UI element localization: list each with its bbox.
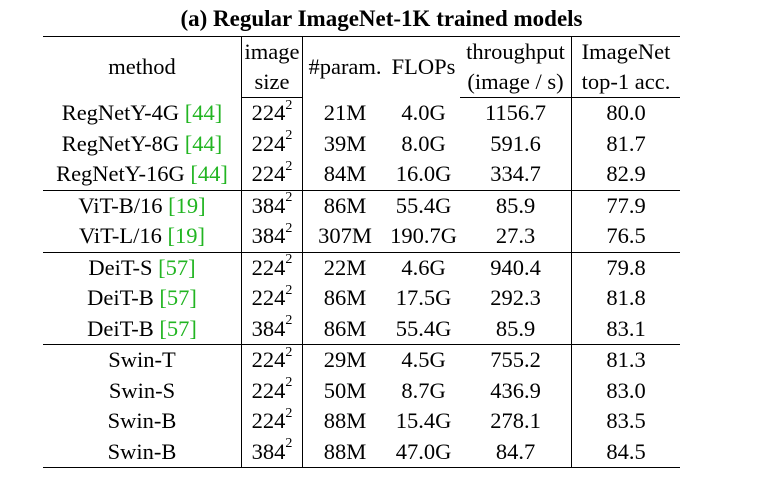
image-size-exponent: 2 <box>285 344 293 360</box>
cell-params: 21M <box>323 99 367 125</box>
image-size-exponent: 2 <box>285 405 293 421</box>
method-name: Swin-B <box>107 408 177 433</box>
method-name: DeiT-S <box>88 254 159 280</box>
method-name: RegNetY-8G <box>61 130 185 156</box>
cell-flops: 190.7G <box>387 221 460 252</box>
table-row <box>43 437 680 468</box>
table-row <box>43 314 680 345</box>
method-name: DeiT-B <box>87 285 160 310</box>
cell-accuracy: 79.8 <box>606 254 646 280</box>
image-size-value: 224 <box>251 254 286 280</box>
cell-flops: 16.0G <box>387 159 460 190</box>
cell-params: 84M <box>303 159 388 190</box>
cell-accuracy: 81.3 <box>606 347 646 372</box>
cell-accuracy: 81.8 <box>606 285 646 310</box>
cell-throughput: 85.9 <box>460 314 572 345</box>
cell-image-size <box>242 437 303 468</box>
table-row <box>43 345 680 376</box>
citation-link[interactable]: [57] <box>159 315 197 341</box>
cell-accuracy: 80.0 <box>606 100 646 125</box>
cell-method <box>43 376 242 407</box>
cell-throughput: 27.3 <box>460 221 572 252</box>
image-size-value: 224 <box>251 100 286 125</box>
cell-flops: 4.0G <box>401 99 446 125</box>
cell-method <box>43 159 242 190</box>
cell-method <box>43 129 242 160</box>
image-size-exponent: 2 <box>285 252 293 267</box>
cell-method <box>43 98 242 129</box>
table-row <box>43 252 680 283</box>
results-table <box>43 36 680 468</box>
cell-params: 307M <box>303 221 388 252</box>
header-image-size-line2: size <box>242 67 303 98</box>
table-row <box>43 98 680 129</box>
citation-link[interactable]: [19] <box>168 192 206 218</box>
cell-accuracy: 84.5 <box>572 437 681 468</box>
header-accuracy-line2: top-1 acc. <box>572 67 681 98</box>
image-size-exponent: 2 <box>285 436 293 451</box>
table-row <box>43 221 680 252</box>
cell-params: 88M <box>323 408 367 433</box>
cell-accuracy: 83.5 <box>606 408 646 433</box>
cell-image-size <box>242 252 303 283</box>
image-size-value: 384 <box>251 192 286 218</box>
cell-params: 86M <box>303 314 388 345</box>
cell-method <box>43 406 242 437</box>
header-flops: FLOPs <box>387 37 460 98</box>
table-row <box>43 190 680 221</box>
citation-link[interactable]: [44] <box>184 99 223 125</box>
cell-flops: 55.4G <box>395 192 452 218</box>
cell-flops: 4.5G <box>401 347 446 372</box>
cell-flops: 15.4G <box>395 408 452 433</box>
image-size-exponent: 2 <box>285 220 293 236</box>
citation-link[interactable]: [57] <box>159 285 197 310</box>
cell-throughput: 436.9 <box>460 376 572 407</box>
image-size-exponent: 2 <box>285 375 293 390</box>
image-size-value: 224 <box>251 347 286 372</box>
image-size-exponent: 2 <box>285 97 293 113</box>
table-row <box>43 283 680 314</box>
cell-params: 86M <box>323 192 367 218</box>
image-size-exponent: 2 <box>285 282 293 298</box>
image-size-value: 384 <box>251 315 286 341</box>
method-name: Swin-B <box>107 438 177 464</box>
cell-image-size <box>242 314 303 345</box>
method-name: ViT-B/16 <box>78 192 169 218</box>
cell-params: 22M <box>323 254 367 280</box>
cell-method <box>43 345 242 376</box>
image-size-value: 384 <box>251 223 286 248</box>
cell-image-size <box>242 159 303 190</box>
cell-params: 29M <box>323 347 367 372</box>
cell-throughput: 591.6 <box>460 129 572 160</box>
header-method: method <box>43 37 242 98</box>
table-row <box>43 376 680 407</box>
cell-method <box>43 221 242 252</box>
citation-link[interactable]: [44] <box>190 161 228 186</box>
cell-flops: 55.4G <box>387 314 460 345</box>
cell-accuracy: 83.0 <box>606 377 646 403</box>
image-size-exponent: 2 <box>285 128 293 143</box>
cell-method <box>43 252 242 283</box>
citation-link[interactable]: [57] <box>158 254 196 280</box>
method-name: DeiT-B <box>87 315 160 341</box>
method-name: ViT-L/16 <box>79 223 168 248</box>
cell-flops: 8.0G <box>401 130 446 156</box>
method-name: Swin-S <box>108 377 176 403</box>
cell-params: 50M <box>323 377 367 403</box>
citation-link[interactable]: [44] <box>184 130 223 156</box>
image-size-value: 224 <box>251 130 286 156</box>
header-params: #param. <box>303 37 388 98</box>
method-name: RegNetY-16G <box>56 161 191 186</box>
cell-method <box>43 283 242 314</box>
header-throughput-line2: (image / s) <box>460 67 572 98</box>
image-size-exponent: 2 <box>285 158 293 174</box>
cell-image-size <box>242 221 303 252</box>
citation-link[interactable]: [19] <box>167 223 205 248</box>
cell-method <box>43 190 242 221</box>
cell-image-size <box>242 98 303 129</box>
method-name: Swin-T <box>108 347 176 372</box>
table-title: (a) Regular ImageNet-1K trained models <box>180 6 583 31</box>
table-row <box>43 129 680 160</box>
cell-throughput: 755.2 <box>460 345 572 376</box>
cell-accuracy: 77.9 <box>606 192 646 218</box>
image-size-value: 224 <box>251 408 286 433</box>
cell-throughput: 1156.7 <box>460 98 572 129</box>
cell-image-size <box>242 345 303 376</box>
cell-accuracy: 81.7 <box>606 130 646 156</box>
image-size-value: 224 <box>251 285 286 310</box>
header-image-size-line1: image <box>242 37 303 68</box>
table-row <box>43 159 680 190</box>
cell-flops: 8.7G <box>401 377 446 403</box>
cell-params: 39M <box>323 130 367 156</box>
header-throughput-line1: throughput <box>460 37 572 68</box>
cell-flops: 17.5G <box>395 285 452 310</box>
cell-image-size <box>242 406 303 437</box>
image-size-exponent: 2 <box>285 190 293 205</box>
table-row <box>43 406 680 437</box>
cell-params: 86M <box>323 285 367 310</box>
cell-accuracy: 76.5 <box>572 221 681 252</box>
cell-accuracy: 83.1 <box>572 314 681 345</box>
image-size-value: 224 <box>251 161 286 186</box>
cell-flops: 47.0G <box>387 437 460 468</box>
cell-image-size <box>242 129 303 160</box>
image-size-value: 384 <box>251 438 286 464</box>
cell-throughput: 85.9 <box>460 190 572 221</box>
cell-method <box>43 314 242 345</box>
cell-throughput: 940.4 <box>460 252 572 283</box>
image-size-exponent: 2 <box>285 313 293 328</box>
table-body <box>43 98 680 468</box>
cell-method <box>43 437 242 468</box>
image-size-value: 224 <box>251 377 286 403</box>
cell-accuracy: 82.9 <box>572 159 681 190</box>
cell-image-size <box>242 190 303 221</box>
cell-throughput: 84.7 <box>460 437 572 468</box>
cell-throughput: 292.3 <box>460 283 572 314</box>
cell-flops: 4.6G <box>401 254 446 280</box>
cell-throughput: 334.7 <box>460 159 572 190</box>
cell-image-size <box>242 376 303 407</box>
method-name: RegNetY-4G <box>61 99 185 125</box>
header-accuracy-line1: ImageNet <box>572 37 681 68</box>
cell-throughput: 278.1 <box>460 406 572 437</box>
cell-image-size <box>242 283 303 314</box>
cell-params: 88M <box>303 437 388 468</box>
